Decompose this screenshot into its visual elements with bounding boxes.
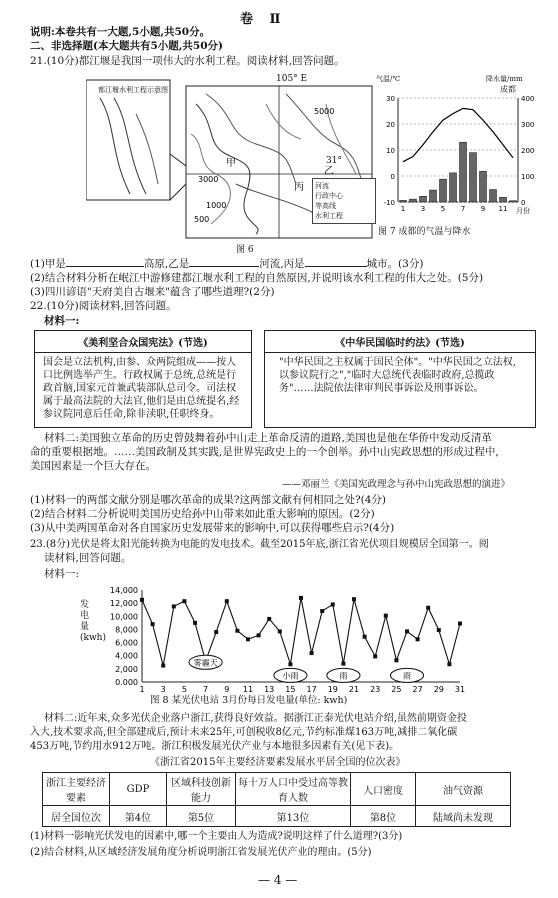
climate-month-tick: 5 xyxy=(440,205,446,213)
table-header-5: 油气资源 xyxy=(416,773,511,806)
q23-material1-label: 材料一: xyxy=(44,568,80,580)
power-x-tick: 3 xyxy=(160,685,166,692)
map-label-bing: 丙 xyxy=(294,182,304,193)
power-data-point xyxy=(151,622,155,626)
map-label-yi: 乙 xyxy=(324,166,334,177)
q21-sub1-d: 城市。(3分) xyxy=(366,258,424,270)
power-data-point xyxy=(310,651,314,655)
q22-m2-line2: 命的重要根据地。……美国政制及其实践,是世界宪政史上的一个创举。孙中山宪政思想的形成过程中, xyxy=(30,446,499,458)
volume-header: 卷 Ⅱ xyxy=(240,12,287,27)
power-x-tick: 27 xyxy=(412,685,423,692)
climate-precip-tick: 400 xyxy=(521,95,535,103)
table-header-1: GDP xyxy=(110,773,167,806)
power-series-line xyxy=(142,598,460,666)
intro-line-1: 说明:本卷共有一大题,5小题,共50分。 xyxy=(30,26,211,38)
climate-month-tick: 11 xyxy=(498,205,508,213)
power-chart xyxy=(80,582,470,692)
q21-sub2: (2)结合材料分析在岷江中游修建都江堰水利工程的自然原因,并说明该水利工程的伟大之处。(5分) xyxy=(30,272,484,284)
climate-chart xyxy=(376,74,546,242)
climate-caption: 图 7 成都的气温与降水 xyxy=(378,227,471,237)
q22-sub3: (3)从中美两国革命对各自国家历史发展带来的影响中,可以获得哪些启示?(4分) xyxy=(30,522,395,534)
climate-temp-line xyxy=(403,108,513,161)
legend-admin: 行政中心 xyxy=(315,192,343,200)
power-data-point xyxy=(405,629,409,633)
climate-right-label: 降水量/mm xyxy=(486,75,523,83)
power-y-tick: 4,000 xyxy=(115,651,138,661)
map-contour-5000: 5000 xyxy=(314,107,335,116)
climate-precip-bar xyxy=(420,196,427,202)
inset-title: 都江堰水利工程示意图 xyxy=(98,86,168,94)
power-x-tick: 5 xyxy=(181,685,187,692)
power-x-tick: 31 xyxy=(454,685,466,692)
power-svg xyxy=(80,582,470,692)
climate-month-tick: 9 xyxy=(480,205,486,213)
rank-table xyxy=(42,772,511,827)
power-data-point xyxy=(225,599,229,603)
power-y-tick: 6,000 xyxy=(115,638,138,648)
climate-precip-bar xyxy=(400,200,407,202)
map-contour-500: 500 xyxy=(194,215,210,224)
climate-temp-tick: 10 xyxy=(386,147,395,155)
power-data-point xyxy=(193,621,197,625)
power-x-tick: 1 xyxy=(139,685,145,692)
climate-precip-bar xyxy=(450,173,457,202)
climate-precip-bar xyxy=(460,142,467,202)
power-x-tick: 9 xyxy=(224,685,230,692)
power-data-point xyxy=(331,602,335,606)
q23-sub2: (2)结合材料,从区域经济发展角度分析说明浙江省发展光伏产业的理由。(5分) xyxy=(30,847,372,858)
climate-precip-bar xyxy=(480,171,487,202)
power-x-tick: 11 xyxy=(242,685,254,692)
table-row-label: 居全国位次 xyxy=(43,806,110,827)
power-data-point xyxy=(373,654,377,658)
box-right-title: 《中华民国临时约法》(节选) xyxy=(335,338,465,349)
power-x-tick: 25 xyxy=(391,685,402,692)
climate-precip-bar xyxy=(440,179,447,202)
climate-temp-tick: 0 xyxy=(390,173,395,181)
power-data-point xyxy=(437,628,441,632)
q23-stem-2: 读材料,回答问题。 xyxy=(44,552,132,564)
power-y-tick: 0.000 xyxy=(115,678,138,687)
power-x-tick: 15 xyxy=(285,685,296,692)
climate-month-tick: 3 xyxy=(420,205,426,213)
q23-m2-line2: 入大,技术要求高,但全部建成后,预计未来25年,可创税收8亿元,节约标准煤163万吨,减排二氧化碳 xyxy=(30,727,458,738)
power-x-tick: 17 xyxy=(306,685,317,692)
table-cell-gdp: 第4位 xyxy=(110,806,167,827)
power-data-point xyxy=(267,617,271,621)
box-right-text: "中华民国之主权属于国民全体"。"中华民国之立法权,以参议院行之","临时大总统代表临时政府,总揽政务"……法院依法律审判民事诉讼及刑事诉讼。 xyxy=(279,357,516,394)
legend-river: 河流 xyxy=(315,182,329,190)
power-y-tick: 12,000 xyxy=(110,599,138,609)
q22-sub2: (2)结合材料二分析说明美国历史给孙中山带来如此重大影响的原因。(2分) xyxy=(30,508,375,520)
power-data-point xyxy=(288,662,292,666)
map-caption: 图 6 xyxy=(236,245,254,255)
climate-precip-tick: 0 xyxy=(521,199,526,207)
climate-month-tick: 1 xyxy=(400,205,406,213)
climate-precip-bar xyxy=(410,199,417,202)
power-x-tick: 29 xyxy=(433,685,444,692)
q23-sub1: (1)材料一影响光伏发电的因素中,哪一个主要由人为造成?说明这样了什么道理?(3分) xyxy=(30,831,403,842)
power-x-tick: 13 xyxy=(264,685,275,692)
constitution-box-right xyxy=(264,330,536,428)
q21-sub1 xyxy=(30,258,423,271)
q21-sub1-b: 高原,乙是 xyxy=(143,258,190,270)
power-data-point xyxy=(140,598,144,602)
power-data-point xyxy=(214,630,218,634)
climate-temp-tick: 20 xyxy=(386,121,395,129)
climate-precip-bar xyxy=(430,190,437,202)
q22-source: ——邓丽兰《美国宪政理念与孙中山宪政思想的演进》 xyxy=(282,479,511,490)
power-x-tick: 7 xyxy=(203,685,209,692)
power-data-point xyxy=(161,664,165,668)
power-data-point xyxy=(246,637,250,641)
map-label-jia: 甲 xyxy=(226,158,236,169)
intro-line-2: 二、非选择题(本大题共有5小题,共50分) xyxy=(30,40,224,52)
power-data-point xyxy=(320,609,324,613)
table-header-0: 浙江主要经济要素 xyxy=(43,773,110,806)
power-data-point xyxy=(458,622,462,626)
climate-month-unit: 月份 xyxy=(516,207,530,215)
climate-temp-tick: -10 xyxy=(383,199,395,207)
page-number: — 4 — xyxy=(258,873,298,887)
climate-precip-tick: 100 xyxy=(521,173,535,181)
power-data-point xyxy=(341,662,345,666)
power-data-point xyxy=(394,658,398,662)
climate-precip-tick: 300 xyxy=(521,121,535,129)
table-title: 《浙江省2015年主要经济要素发展水平居全国的位次表》 xyxy=(150,757,406,768)
table-header-2: 区域科技创新能力 xyxy=(167,773,236,806)
climate-precip-bar xyxy=(470,153,477,202)
power-annotation-label: 雾霾天 xyxy=(193,658,218,668)
table-header-4: 人口密度 xyxy=(351,773,416,806)
q21-sub1-c: 河流,丙是 xyxy=(259,258,305,270)
power-data-point xyxy=(172,604,176,608)
power-data-point xyxy=(352,597,356,601)
climate-left-label: 气温/℃ xyxy=(376,75,401,83)
power-x-tick: 21 xyxy=(348,685,360,692)
climate-precip-bar xyxy=(500,197,507,202)
q21-stem: 21.(10分)都江堰是我国一项伟大的水利工程。阅读材料,回答问题。 xyxy=(30,55,345,67)
q22-material1-label: 材料一: xyxy=(44,315,80,327)
table-cell-density: 第8位 xyxy=(351,806,416,827)
q22-m2-line3: 美国因素是一个巨大存在。 xyxy=(30,460,156,472)
power-chart-caption: 图 8 某光伏电站 3月份每日发电量(单位: kwh) xyxy=(150,695,348,706)
power-data-point xyxy=(416,637,420,641)
map-figure xyxy=(86,74,376,254)
power-x-tick: 23 xyxy=(370,685,381,692)
power-y-tick: 2,000 xyxy=(115,664,138,674)
map-contour-1000: 1000 xyxy=(206,201,227,210)
table-cell-tech: 第5位 xyxy=(167,806,236,827)
power-data-point xyxy=(384,614,388,618)
climate-city: 成都 xyxy=(500,85,516,94)
power-data-point xyxy=(299,596,303,600)
climate-temp-tick: 30 xyxy=(386,95,395,103)
legend-contour: 等高线 xyxy=(315,202,336,210)
climate-precip-bar xyxy=(490,190,497,202)
box-left-title: 《美利坚合众国宪法》(节选) xyxy=(78,338,208,349)
climate-svg xyxy=(376,74,546,224)
table-header-3: 每十万人口中受过高等教育人数 xyxy=(236,773,351,806)
q22-sub1: (1)材料一的两部文献分别是哪次革命的成果?这两部文献有何相同之处?(4分) xyxy=(30,494,387,506)
power-data-point xyxy=(235,629,239,633)
power-data-point xyxy=(363,635,367,639)
power-annotation-label: 雨 xyxy=(339,671,348,681)
q21-sub3: (3)四川谚语"天府美自古堰来"蕴含了哪些道理?(2分) xyxy=(30,286,275,298)
power-ylabel: 发电量(kwh) xyxy=(80,600,106,643)
q23-m2-line1: 材料二:近年来,众多光伏企业落户浙江,获得良好效益。据浙江正泰光伏电站介绍,虽然前期资金投 xyxy=(44,713,467,724)
q22-stem: 22.(10分)阅读材料,回答问题。 xyxy=(30,300,177,312)
q22-m2-line1: 材料二:美国独立革命的历史曾鼓舞着孙中山走上革命反清的道路,美国也是他在华侨中发动反清革 xyxy=(44,432,492,444)
power-x-tick: 19 xyxy=(327,685,338,692)
box-left-text: 国会是立法机构,由参、众两院组成——按人口比例选举产生。行政权属于总统,总统是行政首脑,国家元首兼武装部队总司令。司法权属于最高法院的大法官,他们是由总统提名,经参议院同意后任命,除非渎职,任职终身。 xyxy=(43,357,240,420)
constitution-box-left xyxy=(34,330,252,428)
power-y-tick: 10,000 xyxy=(110,612,138,622)
power-data-point xyxy=(182,599,186,603)
power-y-tick: 14,000 xyxy=(110,586,138,595)
power-data-point xyxy=(257,633,261,637)
climate-month-tick: 7 xyxy=(460,205,466,213)
q23-m2-line3: 453万吨,节约用水912万吨。浙江积极发展光伏产业与本地很多因素有关(见下表)。 xyxy=(30,741,400,752)
table-cell-oilgas: 陆域尚未发现 xyxy=(416,806,511,827)
power-y-tick: 8,000 xyxy=(115,625,138,635)
map-latitude: 31° xyxy=(326,156,342,166)
power-annotation-label: 雨 xyxy=(403,671,411,681)
map-contour-3000: 3000 xyxy=(198,175,219,184)
climate-precip-tick: 200 xyxy=(521,147,535,155)
map-longitude: 105° E xyxy=(276,74,308,84)
power-annotation-label: 小雨 xyxy=(282,671,299,681)
q23-stem-1: 23.(8分)光伏是将太阳光能转换为电能的发电技术。截至2015年底,浙江省光伏项目规模居全国第一。阅 xyxy=(30,539,489,550)
table-cell-education: 第13位 xyxy=(236,806,351,827)
power-data-point xyxy=(426,606,430,610)
power-data-point xyxy=(278,629,282,633)
map-legend xyxy=(312,178,376,224)
q21-sub1-a: (1)甲是 xyxy=(30,258,66,270)
power-data-point xyxy=(447,662,451,666)
climate-precip-bar xyxy=(510,201,517,202)
legend-waterworks: 水利工程 xyxy=(315,212,343,220)
